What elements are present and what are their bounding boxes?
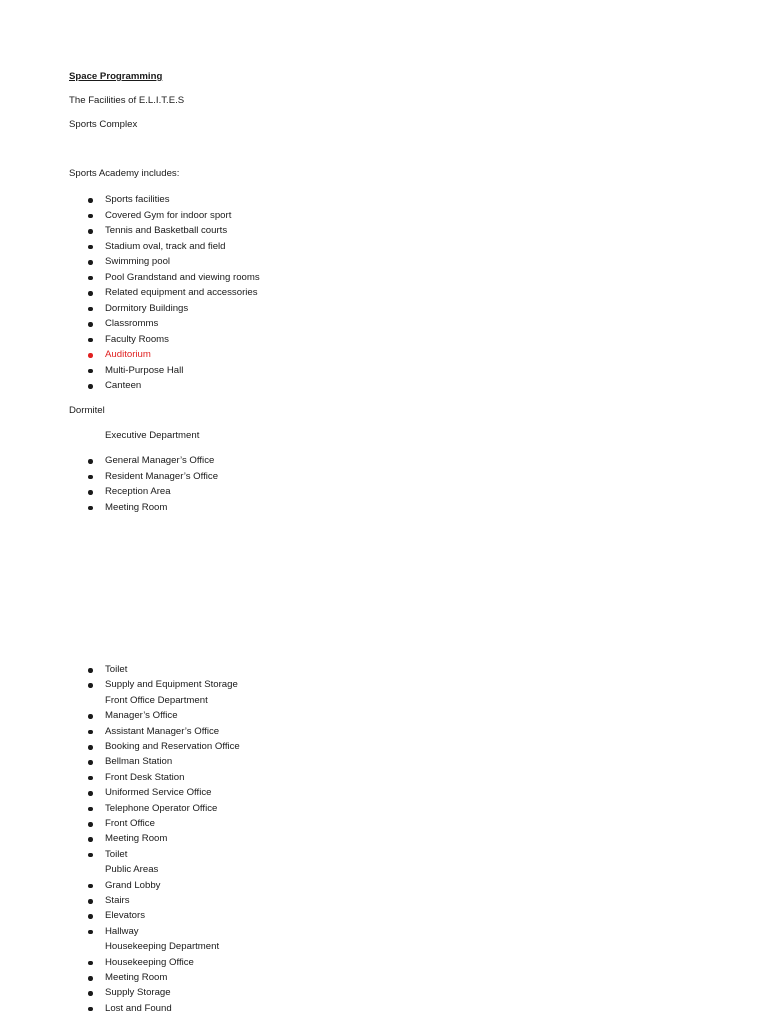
bullet-icon [88, 260, 93, 265]
bullet-icon [88, 198, 93, 203]
section-dormitel: Dormitel [69, 405, 105, 416]
list-item: Pool Grandstand and viewing rooms [105, 271, 260, 283]
list-item: Housekeeping Office [105, 956, 194, 968]
list-item: Elevators [105, 910, 145, 922]
bullet-icon [88, 853, 93, 858]
list-item: Hallway [105, 925, 139, 937]
bullet-icon [88, 353, 93, 358]
bullet-icon [88, 245, 93, 250]
list-item: Stairs [105, 895, 130, 906]
list-item: Tennis and Basketball courts [105, 225, 228, 236]
list-item: Swimming pool [105, 256, 171, 267]
list-item: Meeting Room [105, 833, 168, 845]
section-sports-complex: Sports Complex [69, 119, 138, 130]
bullet-icon [88, 291, 93, 296]
list-item: Resident Manager’s Office [105, 470, 219, 482]
list-item: Stadium oval, track and field [105, 240, 226, 252]
list-item: Toilet [105, 664, 128, 675]
list-item: Reception Area [105, 486, 171, 497]
bullet-icon [88, 338, 93, 343]
list-item: Telephone Operator Office [105, 802, 218, 814]
list-item: Front Desk Station [105, 771, 185, 783]
bullet-icon [88, 745, 93, 750]
bullet-icon [88, 822, 93, 827]
bullet-icon [88, 229, 93, 234]
list-item: Faculty Rooms [105, 333, 169, 345]
bullet-icon [88, 459, 93, 464]
list-item: Booking and Reservation Office [105, 741, 240, 752]
bullet-icon [88, 930, 93, 935]
list-item: Lost and Found [105, 1002, 172, 1014]
page-title: Space Programming [69, 71, 163, 82]
list-item: Dormitory Buildings [105, 302, 189, 314]
list-item: Uniformed Service Office [105, 787, 212, 799]
bullet-icon [88, 475, 93, 480]
list-item: Sports facilities [105, 194, 170, 205]
bullet-icon [88, 791, 93, 796]
bullet-icon [88, 760, 93, 765]
list-item: Multi-Purpose Hall [105, 364, 184, 376]
bullet-icon [88, 490, 93, 495]
bullet-icon [88, 668, 93, 673]
bullet-icon [88, 307, 93, 312]
list-item: Front Office [105, 818, 155, 829]
bullet-icon [88, 961, 93, 966]
list-item: Related equipment and accessories [105, 287, 258, 298]
bullet-icon [88, 276, 93, 281]
academy-intro: Sports Academy includes: [69, 168, 180, 179]
executive-department-heading: Executive Department [105, 430, 200, 441]
bullet-icon [88, 369, 93, 374]
list-item: Canteen [105, 380, 142, 391]
bullet-icon [88, 214, 93, 219]
list-item: Auditorium [105, 349, 151, 360]
bullet-icon [88, 976, 93, 981]
bullet-icon [88, 506, 93, 511]
bullet-icon [88, 837, 93, 842]
bullet-icon [88, 714, 93, 719]
list-item: Manager’s Office [105, 710, 178, 722]
list-item: Bellman Station [105, 756, 173, 768]
bullet-icon [88, 683, 93, 688]
bullet-icon [88, 899, 93, 904]
list-item: General Manager’s Office [105, 455, 215, 466]
list-item: Meeting Room [105, 501, 168, 513]
bullet-icon [88, 807, 93, 812]
list-item: Grand Lobby [105, 879, 161, 891]
bullet-icon [88, 384, 93, 389]
list-item: Supply Storage [105, 987, 171, 999]
bullet-icon [88, 730, 93, 735]
section-heading: Public Areas [105, 864, 159, 876]
bullet-icon [88, 991, 93, 996]
list-item: Meeting Room [105, 972, 168, 983]
list-item: Covered Gym for indoor sport [105, 209, 232, 221]
bullet-icon [88, 914, 93, 919]
list-item: Assistant Manager’s Office [105, 725, 220, 737]
list-item: Classromms [105, 318, 159, 329]
section-heading: Housekeeping Department [105, 941, 220, 953]
bullet-icon [88, 884, 93, 889]
list-item: Toilet [105, 848, 128, 860]
bullet-icon [88, 1007, 93, 1012]
bullet-icon [88, 776, 93, 781]
subtitle: The Facilities of E.L.I.T.E.S [69, 95, 185, 106]
list-item: Supply and Equipment Storage [105, 679, 238, 691]
bullet-icon [88, 322, 93, 327]
section-heading: Front Office Department [105, 694, 208, 706]
